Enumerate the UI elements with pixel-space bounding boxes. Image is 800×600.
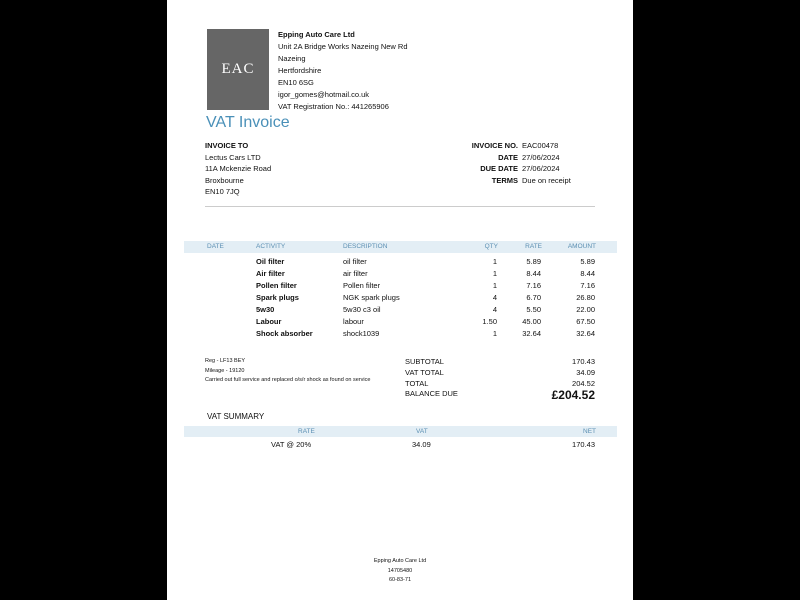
vat-total-value: 34.09 — [576, 368, 595, 377]
invoice-to-line: Broxbourne — [205, 175, 244, 185]
row-rate: 5.50 — [526, 305, 541, 314]
row-rate: 5.89 — [526, 257, 541, 266]
company-vat-reg: VAT Registration No.: 441265906 — [278, 102, 389, 111]
logo-text: EAC — [221, 61, 255, 77]
meta-value: EAC00478 — [522, 141, 559, 150]
footer-line: 60-83-71 — [388, 577, 412, 583]
row-description: air filter — [343, 269, 368, 278]
row-qty: 4 — [492, 305, 497, 314]
row-description: shock1039 — [343, 329, 380, 338]
invoice-to-line: Lectus Cars LTD — [205, 152, 261, 162]
invoice-to-line: 11A Mckenzie Road — [205, 164, 272, 173]
invoice-meta-labels — [431, 140, 518, 186]
company-address-line: EN10 6SG — [278, 78, 314, 87]
items-table-header — [184, 241, 617, 253]
col-qty: QTY — [484, 243, 498, 250]
footer-line: Epping Auto Care Ltd — [373, 558, 427, 564]
subtotal-label: SUBTOTAL — [405, 357, 444, 366]
vs-col-rate: RATE — [298, 428, 315, 435]
meta-value: 27/06/2024 — [522, 152, 560, 162]
row-qty: 1 — [492, 269, 497, 278]
meta-value: Due on receipt — [522, 175, 571, 185]
table-row — [167, 281, 633, 293]
subtotal-value: 170.43 — [572, 357, 595, 366]
row-rate: 8.44 — [526, 269, 541, 278]
row-amount: 7.16 — [580, 281, 595, 290]
company-email: igor_gomes@hotmail.co.uk — [278, 90, 369, 99]
row-activity: Pollen filter — [256, 281, 297, 290]
row-description: Pollen filter — [343, 281, 381, 290]
row-description: labour — [343, 317, 364, 326]
row-description: 5w30 c3 oil — [343, 305, 381, 314]
footer-line: 14705480 — [387, 567, 413, 574]
row-qty: 1 — [492, 329, 497, 338]
row-amount: 26.80 — [576, 293, 595, 302]
document-title: VAT Invoice — [206, 114, 290, 131]
meta-label: DUE DATE — [480, 164, 518, 173]
vs-col-net: NET — [583, 428, 596, 435]
vs-net: 170.43 — [572, 440, 595, 449]
meta-label: DATE — [498, 152, 518, 162]
company-address-line: Unit 2A Bridge Works Nazeing New Rd — [278, 42, 408, 51]
divider — [205, 206, 595, 207]
row-activity: Oil filter — [256, 257, 285, 266]
table-row — [167, 305, 633, 317]
col-description: DESCRIPTION — [343, 243, 388, 250]
vs-col-vat: VAT — [416, 428, 428, 435]
row-amount: 5.89 — [580, 257, 595, 266]
row-activity: 5w30 — [256, 305, 275, 314]
row-amount: 67.50 — [576, 317, 595, 326]
row-activity: Shock absorber — [256, 329, 313, 338]
col-rate: RATE — [525, 243, 542, 250]
table-row — [167, 293, 633, 305]
company-details — [278, 29, 408, 113]
invoice-to — [205, 140, 271, 198]
row-rate: 32.64 — [522, 329, 541, 338]
vat-total-label: VAT TOTAL — [405, 368, 444, 377]
total-label: TOTAL — [405, 379, 429, 388]
table-row — [167, 317, 633, 329]
meta-label: INVOICE NO. — [471, 141, 518, 150]
note-line: Reg - LF13 BEY — [205, 358, 246, 364]
invoice-to-line: EN10 7JQ — [205, 187, 240, 196]
col-activity: ACTIVITY — [256, 243, 286, 250]
note-line: Carried out full service and replaced o/s/r shock as found on service — [205, 377, 371, 383]
row-qty: 1 — [492, 281, 497, 290]
col-date: DATE — [207, 243, 224, 250]
row-qty: 4 — [492, 293, 497, 302]
invoice-page — [167, 0, 633, 600]
balance-due-value: £204.52 — [551, 388, 595, 402]
row-description: oil filter — [343, 257, 367, 266]
row-amount: 8.44 — [580, 269, 595, 278]
table-row — [167, 329, 633, 341]
col-amount: AMOUNT — [567, 243, 596, 250]
row-activity: Spark plugs — [256, 293, 299, 302]
vs-rate: VAT @ 20% — [271, 440, 312, 449]
invoice-notes — [205, 357, 370, 386]
invoice-meta-values — [522, 140, 571, 186]
page-footer — [167, 557, 633, 586]
meta-value: 27/06/2024 — [522, 164, 560, 173]
company-address-line: Nazeing — [278, 54, 306, 63]
row-description: NGK spark plugs — [343, 293, 400, 302]
row-activity: Air filter — [256, 269, 285, 278]
note-line: Mileage - 19120 — [205, 367, 245, 374]
vs-vat: 34.09 — [412, 440, 431, 449]
row-amount: 32.64 — [576, 329, 595, 338]
row-rate: 7.16 — [526, 281, 541, 290]
company-address-line: Hertfordshire — [278, 66, 322, 75]
row-qty: 1 — [492, 257, 497, 266]
row-activity: Labour — [256, 317, 282, 326]
row-qty: 1.50 — [482, 317, 497, 326]
invoice-to-label: INVOICE TO — [205, 141, 249, 150]
vat-summary-title: VAT SUMMARY — [207, 412, 265, 421]
row-rate: 6.70 — [526, 293, 541, 302]
row-rate: 45.00 — [522, 317, 541, 326]
total-value: 204.52 — [572, 379, 595, 388]
row-amount: 22.00 — [576, 305, 595, 314]
balance-due-label: BALANCE DUE — [405, 389, 458, 398]
table-row — [167, 257, 633, 269]
company-name: Epping Auto Care Ltd — [278, 30, 355, 39]
table-row — [167, 269, 633, 281]
vat-summary-header — [184, 426, 617, 437]
meta-label: TERMS — [491, 175, 518, 185]
company-logo — [207, 29, 269, 110]
